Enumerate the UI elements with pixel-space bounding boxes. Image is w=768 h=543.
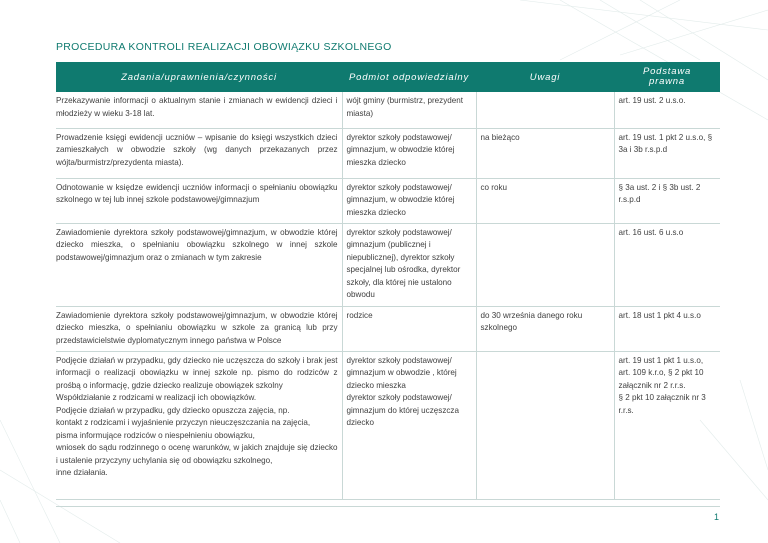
table-row xyxy=(56,178,720,223)
cell-task: Prowadzenie księgi ewidencji uczniów – wpisanie do księgi wszystkich dzieci zamieszkałych w obwodzie szkoły (wg danych przekazanych przez wójta/burmistrz/prezydenta miasta). xyxy=(56,128,342,178)
header-entity: Podmiot odpowiedzialny xyxy=(342,62,476,92)
table-row xyxy=(56,223,720,306)
bottom-rule xyxy=(56,506,720,507)
cell-task: Zawiadomienie dyrektora szkoły podstawowej/gimnazjum, w obwodzie której dziecko mieszka, o spełnianiu obowiązku w szkole za granicą lub przy przedstawicielstwie dyplomatycznym innego państwa w Polsce xyxy=(56,306,342,351)
cell-law: art. 19 ust. 1 pkt 2 u.s.o, § 3a i 3b r.s.p.d xyxy=(614,128,720,178)
cell-entity: wójt gminy (burmistrz, prezydent miasta) xyxy=(342,92,476,128)
cell-law: art. 19 ust 1 pkt 1 u.s.o, art. 109 k.r.o, § 2 pkt 10 załącznik nr 2 r.r.s. § 2 pkt 10 załącznik nr 3 r.r.s. xyxy=(614,351,720,499)
table-row xyxy=(56,128,720,178)
cell-notes: co roku xyxy=(476,178,614,223)
cell-law: art. 16 ust. 6 u.s.o xyxy=(614,223,720,306)
header-notes: Uwagi xyxy=(476,62,614,92)
header-legal-basis-line1: Podstawa xyxy=(642,66,692,77)
cell-entity: dyrektor szkoły podstawowej/ gimnazjum (publicznej i niepublicznej), dyrektor szkoły specjalnej lub ośrodka, dyrektor szkoły, dla której nie ustalono obwodu xyxy=(342,223,476,306)
cell-notes xyxy=(476,351,614,499)
page-number: 1 xyxy=(713,512,719,522)
cell-notes xyxy=(476,92,614,128)
cell-task: Odnotowanie w księdze ewidencji uczniów informacji o spełnianiu obowiązku szkolnego w tej lub innej szkole podstawowej/gimnazjum xyxy=(56,178,342,223)
table-row xyxy=(56,351,720,499)
header-legal-basis xyxy=(614,62,720,92)
cell-notes xyxy=(476,223,614,306)
page-title: PROCEDURA KONTROLI REALIZACJI OBOWIĄZKU SZKOLNEGO xyxy=(56,41,392,53)
header-legal-basis-line2: prawna xyxy=(649,76,685,87)
table-row xyxy=(56,306,720,351)
cell-law: art. 19 ust. 2 u.s.o. xyxy=(614,92,720,128)
cell-task: Podjęcie działań w przypadku, gdy dziecko nie uczęszcza do szkoły i brak jest informacji o realizacji obowiązku w innej szkole np. pismo do rodziców z prośbą o informację, gdzie dziecko realizuje obowiązek szkolny Współdziałanie z rodzicami w realizacji ich obowiązków. Podjęcie działań w przypadku, gdy dziecko opuszcza zajęcia, np. kontakt z rodzicami i wyjaśnienie przyczyn nieuczęszczania na zajęcia, pisma informujące rodziców o niespełnieniu obowiązku, wniosek do sądu rodzinnego o ocenę warunków, w jakich znajduje się dziecko i ustalenie przyczyny uchylania się od obowiązku szkolnego, inne działania. xyxy=(56,351,342,499)
table-row xyxy=(56,92,720,128)
cell-law: art. 18 ust 1 pkt 4 u.s.o xyxy=(614,306,720,351)
cell-entity: dyrektor szkoły podstawowej/ gimnazjum w obwodzie , której dziecko mieszka dyrektor szkoły podstawowej/ gimnazjum do której uczęszcza dziecko xyxy=(342,351,476,499)
cell-task: Przekazywanie informacji o aktualnym stanie i zmianach w ewidencji dzieci i młodzieży w wieku 3-18 lat. xyxy=(56,92,342,128)
cell-entity: dyrektor szkoły podstawowej/ gimnazjum, w obwodzie której mieszka dziecko xyxy=(342,178,476,223)
cell-task: Zawiadomienie dyrektora szkoły podstawowej/gimnazjum, w obwodzie której dziecko mieszka, o spełnianiu obowiązku szkolnego w innej szkole podstawowej/gimnazjum oraz o zmianach w tym zakresie xyxy=(56,223,342,306)
cell-law: § 3a ust. 2 i § 3b ust. 2 r.s.p.d xyxy=(614,178,720,223)
cell-notes: na bieżąco xyxy=(476,128,614,178)
cell-entity: rodzice xyxy=(342,306,476,351)
header-tasks: Zadania/uprawnienia/czynności xyxy=(56,62,342,92)
procedure-table xyxy=(56,62,720,500)
cell-notes: do 30 września danego roku szkolnego xyxy=(476,306,614,351)
table-header-row xyxy=(56,62,720,92)
cell-entity: dyrektor szkoły podstawowej/ gimnazjum, w obwodzie której mieszka dziecko xyxy=(342,128,476,178)
